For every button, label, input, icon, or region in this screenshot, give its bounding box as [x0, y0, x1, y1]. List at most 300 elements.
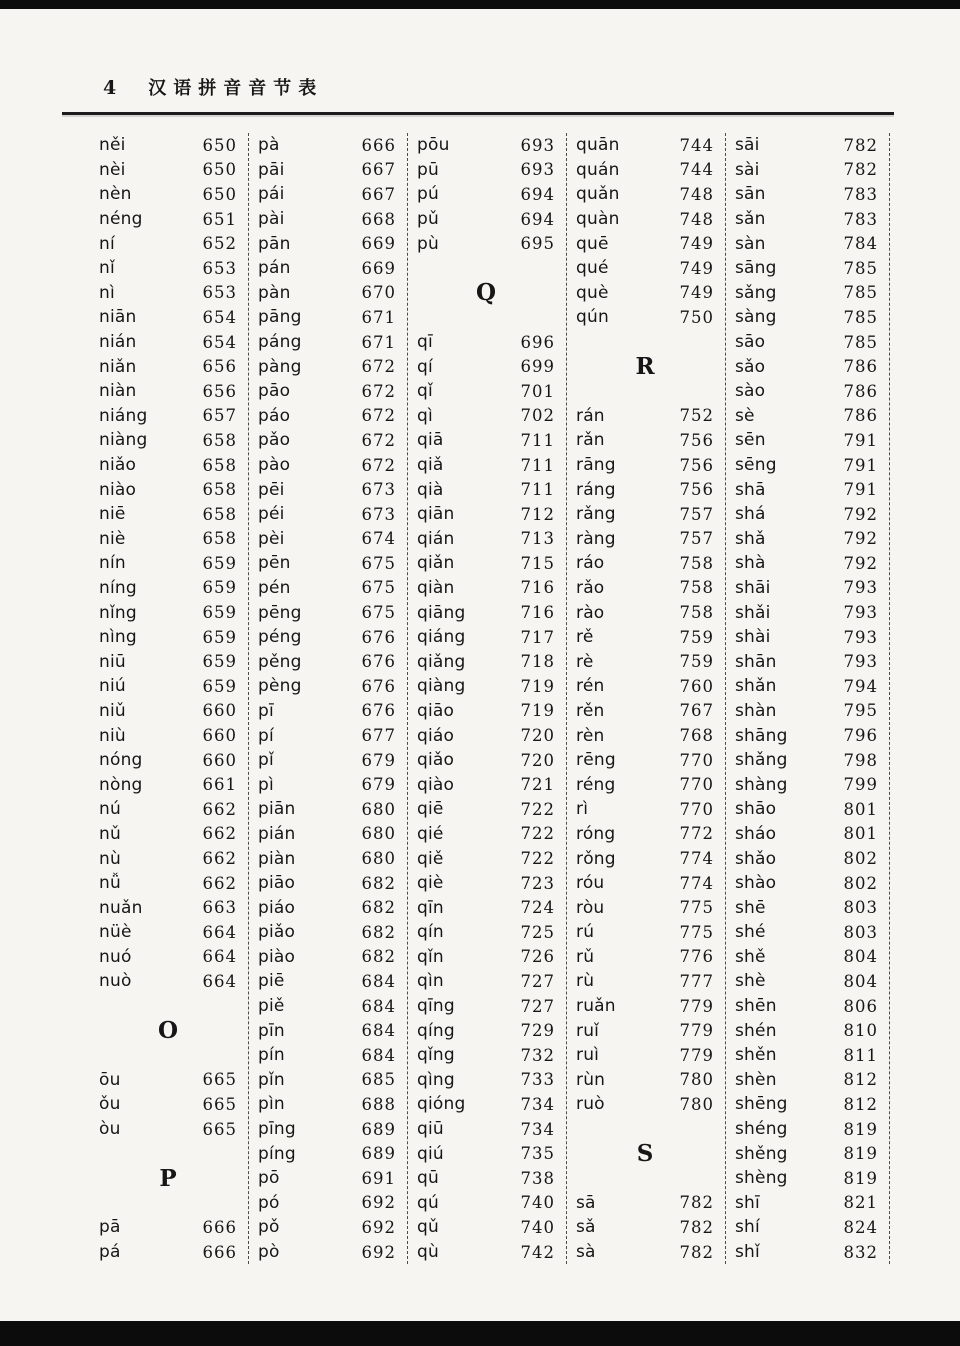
syllable-row — [249, 207, 407, 232]
page-ref-number: 660 — [202, 701, 237, 721]
pinyin-syllable: shāi — [735, 577, 771, 598]
syllable-row — [408, 920, 566, 945]
page-ref-number: 760 — [679, 676, 714, 696]
pinyin-syllable: rěn — [576, 700, 605, 721]
pinyin-syllable: pāng — [258, 307, 302, 328]
page-ref-number: 804 — [843, 947, 878, 967]
page-ref-number: 749 — [679, 283, 714, 303]
section-header — [408, 281, 566, 306]
syllable-row — [90, 723, 248, 748]
syllable-row — [567, 428, 725, 453]
scan-bottom-edge — [0, 1321, 960, 1346]
page-ref-number: 744 — [679, 160, 714, 180]
syllable-row — [726, 920, 889, 945]
syllable-row — [249, 945, 407, 970]
page-ref-number: 801 — [843, 824, 878, 844]
page-ref-number: 669 — [361, 234, 396, 254]
page-ref-number: 684 — [361, 996, 396, 1016]
page-ref-number: 776 — [679, 947, 714, 967]
syllable-row — [726, 1092, 889, 1117]
syllable-row — [408, 1215, 566, 1240]
syllable-row — [408, 330, 566, 355]
syllable-row — [408, 1018, 566, 1043]
page-ref-number: 796 — [843, 726, 878, 746]
pinyin-syllable: pǎo — [258, 430, 291, 451]
page-ref-number: 792 — [843, 553, 878, 573]
page-ref-number: 679 — [361, 775, 396, 795]
page-ref-number: 676 — [361, 652, 396, 672]
page-ref-number: 757 — [679, 529, 714, 549]
syllable-row — [249, 453, 407, 478]
syllable-row — [408, 158, 566, 183]
pinyin-syllable: sān — [735, 184, 766, 205]
header-rule — [62, 112, 894, 115]
syllable-row — [90, 133, 248, 158]
page-ref-number: 671 — [361, 307, 396, 327]
syllable-row — [408, 969, 566, 994]
pinyin-syllable: ruò — [576, 1094, 605, 1115]
syllable-row — [726, 527, 889, 552]
page-ref-number: 695 — [520, 234, 555, 254]
page-ref-number: 758 — [679, 553, 714, 573]
page-ref-number: 691 — [361, 1168, 396, 1188]
syllable-row — [90, 1215, 248, 1240]
pinyin-syllable: niào — [99, 479, 137, 500]
syllable-row — [726, 822, 889, 847]
pinyin-syllable: rì — [576, 799, 589, 820]
pinyin-syllable: rǎo — [576, 577, 605, 598]
syllable-row — [408, 551, 566, 576]
page-ref-number: 650 — [202, 135, 237, 155]
pinyin-syllable: pāo — [258, 381, 291, 402]
syllable-row — [249, 1068, 407, 1093]
pinyin-syllable: nǔ — [99, 823, 121, 844]
pinyin-syllable: qīng — [417, 996, 455, 1017]
pinyin-syllable: rán — [576, 405, 605, 426]
page-ref-number: 679 — [361, 750, 396, 770]
pinyin-syllable: piě — [258, 996, 285, 1017]
syllable-row — [726, 1166, 889, 1191]
syllable-row — [90, 502, 248, 527]
syllable-row — [249, 723, 407, 748]
syllable-row — [408, 649, 566, 674]
page-ref-number: 682 — [361, 947, 396, 967]
pinyin-syllable: nù — [99, 848, 121, 869]
syllable-row — [249, 428, 407, 453]
syllable-row — [90, 354, 248, 379]
pinyin-syllable: sàng — [735, 307, 777, 328]
pinyin-syllable: shāng — [735, 725, 788, 746]
pinyin-syllable: sháo — [735, 823, 777, 844]
syllable-row — [90, 281, 248, 306]
pinyin-syllable: quān — [576, 135, 620, 156]
page-ref-number: 748 — [679, 184, 714, 204]
page-ref-number: 653 — [202, 283, 237, 303]
syllable-row — [567, 600, 725, 625]
syllable-row — [726, 379, 889, 404]
pinyin-syllable: pú — [417, 184, 439, 205]
syllable-row — [567, 723, 725, 748]
pinyin-syllable: shǎi — [735, 602, 771, 623]
syllable-row — [567, 576, 725, 601]
syllable-row — [567, 477, 725, 502]
pinyin-syllable: quē — [576, 233, 609, 254]
page-ref-number: 824 — [843, 1217, 878, 1237]
pinyin-syllable: rǎng — [576, 504, 616, 525]
syllable-row — [567, 207, 725, 232]
page-ref-number: 688 — [361, 1094, 396, 1114]
syllable-row — [408, 895, 566, 920]
page-ref-number: 694 — [520, 209, 555, 229]
page-ref-number: 713 — [520, 529, 555, 549]
page-ref-number: 819 — [843, 1168, 878, 1188]
page-ref-number: 672 — [361, 406, 396, 426]
syllable-row — [567, 182, 725, 207]
syllable-row — [567, 133, 725, 158]
page-ref-number: 782 — [843, 160, 878, 180]
page-ref-number: 660 — [202, 726, 237, 746]
page-ref-number: 793 — [843, 652, 878, 672]
syllable-row — [408, 182, 566, 207]
table-column-4 — [567, 133, 726, 1264]
syllable-row — [90, 256, 248, 281]
page-ref-number: 799 — [843, 775, 878, 795]
syllable-row — [408, 1092, 566, 1117]
syllable-row — [567, 748, 725, 773]
page-ref-number: 724 — [520, 898, 555, 918]
syllable-row — [249, 281, 407, 306]
section-letter: S — [636, 1140, 654, 1168]
page-ref-number: 653 — [202, 258, 237, 278]
pinyin-syllable: pū — [417, 159, 439, 180]
page-ref-number: 660 — [202, 750, 237, 770]
syllable-row — [249, 576, 407, 601]
pinyin-syllable: sà — [576, 1242, 596, 1263]
syllable-row — [408, 1068, 566, 1093]
pinyin-syllable: shī — [735, 1192, 760, 1213]
syllable-row — [726, 969, 889, 994]
pinyin-syllable: sài — [735, 159, 760, 180]
page-ref-number: 793 — [843, 578, 878, 598]
pinyin-syllable: qià — [417, 479, 444, 500]
page-ref-number: 658 — [202, 504, 237, 524]
syllable-row — [408, 231, 566, 256]
pinyin-syllable: qué — [576, 258, 609, 279]
syllable-row — [567, 1018, 725, 1043]
page-ref-number: 662 — [202, 799, 237, 819]
pinyin-syllable: niān — [99, 307, 137, 328]
page-ref-number: 711 — [520, 430, 555, 450]
pinyin-syllable: shà — [735, 553, 766, 574]
syllable-row — [249, 1166, 407, 1191]
blank-row — [90, 994, 248, 1019]
pinyin-syllable: nèn — [99, 184, 132, 205]
page-ref-number: 774 — [679, 849, 714, 869]
page-ref-number: 779 — [679, 996, 714, 1016]
pinyin-syllable: qiǎ — [417, 455, 444, 476]
pinyin-syllable: qiǎo — [417, 750, 455, 771]
syllable-row — [408, 527, 566, 552]
syllable-row — [408, 207, 566, 232]
pinyin-syllable: pán — [258, 258, 291, 279]
pinyin-syllable: pēng — [258, 602, 302, 623]
syllable-row — [90, 1092, 248, 1117]
page-ref-number: 666 — [202, 1242, 237, 1262]
syllable-row — [249, 797, 407, 822]
page-ref-number: 670 — [361, 283, 396, 303]
pinyin-syllable: shā — [735, 479, 766, 500]
syllable-row — [249, 305, 407, 330]
syllable-row — [567, 846, 725, 871]
section-header — [567, 1141, 725, 1166]
pinyin-syllable: ráng — [576, 479, 616, 500]
page-ref-number: 793 — [843, 627, 878, 647]
page-ref-number: 694 — [520, 184, 555, 204]
page-ref-number: 654 — [202, 307, 237, 327]
pinyin-syllable: qǔ — [417, 1217, 439, 1238]
pinyin-syllable: sǎn — [735, 209, 766, 230]
syllable-row — [726, 945, 889, 970]
page-ref-number: 832 — [843, 1242, 878, 1262]
page-ref-number: 756 — [679, 455, 714, 475]
syllable-row — [90, 895, 248, 920]
page-ref-number: 665 — [202, 1119, 237, 1139]
syllable-row — [90, 158, 248, 183]
syllable-row — [726, 133, 889, 158]
page-ref-number: 671 — [361, 332, 396, 352]
pinyin-syllable: péng — [258, 627, 302, 648]
syllable-row — [249, 674, 407, 699]
page-ref-number: 723 — [520, 873, 555, 893]
pinyin-syllable: sǎ — [576, 1217, 596, 1238]
pinyin-syllable: quán — [576, 159, 620, 180]
syllable-row — [249, 895, 407, 920]
pinyin-syllable: shè — [735, 971, 766, 992]
page-ref-number: 786 — [843, 406, 878, 426]
page-ref-number: 666 — [361, 135, 396, 155]
pinyin-syllable: ǒu — [99, 1094, 121, 1115]
page-ref-number: 702 — [520, 406, 555, 426]
blank-row — [567, 379, 725, 404]
syllable-row — [408, 822, 566, 847]
syllable-row — [408, 699, 566, 724]
pinyin-syllable: ōu — [99, 1069, 121, 1090]
pinyin-syllable: sào — [735, 381, 766, 402]
page-ref-number: 672 — [361, 381, 396, 401]
page-ref-number: 748 — [679, 209, 714, 229]
syllable-row — [408, 1240, 566, 1265]
syllable-row — [726, 256, 889, 281]
pinyin-syllable: qióng — [417, 1094, 466, 1115]
syllable-row — [567, 256, 725, 281]
pinyin-syllable: niàng — [99, 430, 148, 451]
syllable-row — [90, 1117, 248, 1142]
blank-row — [408, 305, 566, 330]
pinyin-syllable: nuǎn — [99, 897, 143, 918]
page-ref-number: 803 — [843, 898, 878, 918]
syllable-row — [249, 1240, 407, 1265]
pinyin-syllable: páng — [258, 332, 302, 353]
pinyin-syllable: sǎo — [735, 356, 766, 377]
syllable-row — [90, 699, 248, 724]
syllable-row — [408, 797, 566, 822]
page-ref-number: 716 — [520, 578, 555, 598]
blank-row — [90, 1141, 248, 1166]
pinyin-syllable: qú — [417, 1192, 439, 1213]
pinyin-syllable: qún — [576, 307, 609, 328]
syllable-row — [90, 625, 248, 650]
syllable-row — [249, 182, 407, 207]
syllable-row — [90, 330, 248, 355]
syllable-row — [567, 871, 725, 896]
syllable-row — [408, 674, 566, 699]
pinyin-syllable: rāng — [576, 455, 616, 476]
page-ref-number: 711 — [520, 480, 555, 500]
page-ref-number: 819 — [843, 1144, 878, 1164]
pinyin-syllable: pàng — [258, 356, 302, 377]
page-ref-number: 821 — [843, 1193, 878, 1213]
syllable-row — [249, 748, 407, 773]
syllable-row — [90, 453, 248, 478]
page-ref-number: 767 — [679, 701, 714, 721]
page-ref-number: 692 — [361, 1217, 396, 1237]
pinyin-syllable: sā — [576, 1192, 596, 1213]
pinyin-syllable: qǐ — [417, 381, 433, 402]
page-ref-number: 666 — [202, 1217, 237, 1237]
pinyin-syllable: ròu — [576, 897, 605, 918]
page-ref-number: 682 — [361, 922, 396, 942]
pinyin-syllable: sēn — [735, 430, 766, 451]
pinyin-syllable: niǎo — [99, 455, 137, 476]
pinyin-syllable: qǐng — [417, 1045, 455, 1066]
syllable-row — [726, 305, 889, 330]
pinyin-syllable: nòng — [99, 774, 143, 795]
pinyin-syllable: níng — [99, 577, 137, 598]
syllable-row — [90, 772, 248, 797]
pinyin-syllable: qié — [417, 823, 444, 844]
syllable-row — [726, 649, 889, 674]
page-header — [103, 74, 323, 100]
syllable-row — [726, 674, 889, 699]
page-ref-number: 721 — [520, 775, 555, 795]
pinyin-syllable: pìn — [258, 1094, 285, 1115]
syllable-row — [567, 625, 725, 650]
syllable-row — [408, 600, 566, 625]
pinyin-syllable: sàn — [735, 233, 766, 254]
syllable-row — [567, 822, 725, 847]
page-ref-number: 744 — [679, 135, 714, 155]
page-ref-number: 659 — [202, 676, 237, 696]
page-ref-number: 784 — [843, 234, 878, 254]
blank-row — [90, 1043, 248, 1068]
pinyin-syllable: qiáo — [417, 725, 455, 746]
pinyin-syllable: nǚ — [99, 873, 121, 894]
page-ref-number: 811 — [843, 1045, 878, 1065]
page-ref-number: 652 — [202, 234, 237, 254]
pinyin-syllable: shí — [735, 1217, 760, 1238]
syllable-row — [726, 1068, 889, 1093]
page-ref-number: 756 — [679, 480, 714, 500]
syllable-row — [249, 330, 407, 355]
page-ref-number: 674 — [361, 529, 396, 549]
syllable-row — [90, 379, 248, 404]
page-ref-number: 672 — [361, 455, 396, 475]
page-ref-number: 726 — [520, 947, 555, 967]
page-ref-number: 791 — [843, 430, 878, 450]
pinyin-syllable: nì — [99, 282, 115, 303]
pinyin-syllable: pǒ — [258, 1217, 280, 1238]
page-ref-number: 740 — [520, 1217, 555, 1237]
pinyin-syllable: qì — [417, 405, 433, 426]
page-ref-number: 791 — [843, 480, 878, 500]
page-ref-number: 718 — [520, 652, 555, 672]
table-column-3 — [408, 133, 567, 1264]
pinyin-syllable: něi — [99, 135, 126, 156]
page-ref-number: 729 — [520, 1021, 555, 1041]
page-ref-number: 673 — [361, 480, 396, 500]
syllable-row — [249, 969, 407, 994]
pinyin-syllable: sāi — [735, 135, 760, 156]
syllable-row — [90, 182, 248, 207]
pinyin-syllable: qín — [417, 922, 444, 943]
pinyin-syllable: shài — [735, 627, 771, 648]
page-ref-number: 798 — [843, 750, 878, 770]
page-ref-number: 782 — [679, 1217, 714, 1237]
page-ref-number: 819 — [843, 1119, 878, 1139]
page-ref-number: 658 — [202, 455, 237, 475]
page-ref-number: 662 — [202, 873, 237, 893]
syllable-row — [408, 428, 566, 453]
page-ref-number: 804 — [843, 971, 878, 991]
syllable-row — [567, 305, 725, 330]
page-ref-number: 779 — [679, 1021, 714, 1041]
blank-row — [567, 1117, 725, 1142]
page-ref-number: 696 — [520, 332, 555, 352]
syllable-row — [408, 354, 566, 379]
page-ref-number: 738 — [520, 1168, 555, 1188]
pinyin-syllable: sǎng — [735, 282, 777, 303]
pinyin-syllable: shǎng — [735, 750, 788, 771]
page-ref-number: 650 — [202, 184, 237, 204]
syllable-row — [726, 723, 889, 748]
syllable-row — [408, 1117, 566, 1142]
pinyin-syllable: pǐ — [258, 750, 274, 771]
syllable-row — [408, 748, 566, 773]
syllable-row — [90, 404, 248, 429]
pinyin-syllable: niē — [99, 504, 126, 525]
syllable-row — [567, 920, 725, 945]
pinyin-syllable: shāo — [735, 799, 777, 820]
syllable-row — [90, 600, 248, 625]
syllable-row — [408, 1043, 566, 1068]
page-ref-number: 782 — [679, 1193, 714, 1213]
page-ref-number: 684 — [361, 1045, 396, 1065]
scan-top-edge — [0, 0, 960, 9]
pinyin-syllable: pā — [99, 1217, 121, 1238]
syllable-row — [567, 502, 725, 527]
pinyin-syllable: niù — [99, 725, 126, 746]
page-ref-number: 740 — [520, 1193, 555, 1213]
syllable-row — [249, 379, 407, 404]
pinyin-syllable: rǎn — [576, 430, 605, 451]
pinyin-syllable: niǔ — [99, 700, 126, 721]
page-ref-number: 782 — [679, 1242, 714, 1262]
page-ref-number: 685 — [361, 1070, 396, 1090]
page-ref-number: 775 — [679, 898, 714, 918]
syllable-row — [567, 281, 725, 306]
syllable-row — [90, 945, 248, 970]
blank-row — [408, 256, 566, 281]
